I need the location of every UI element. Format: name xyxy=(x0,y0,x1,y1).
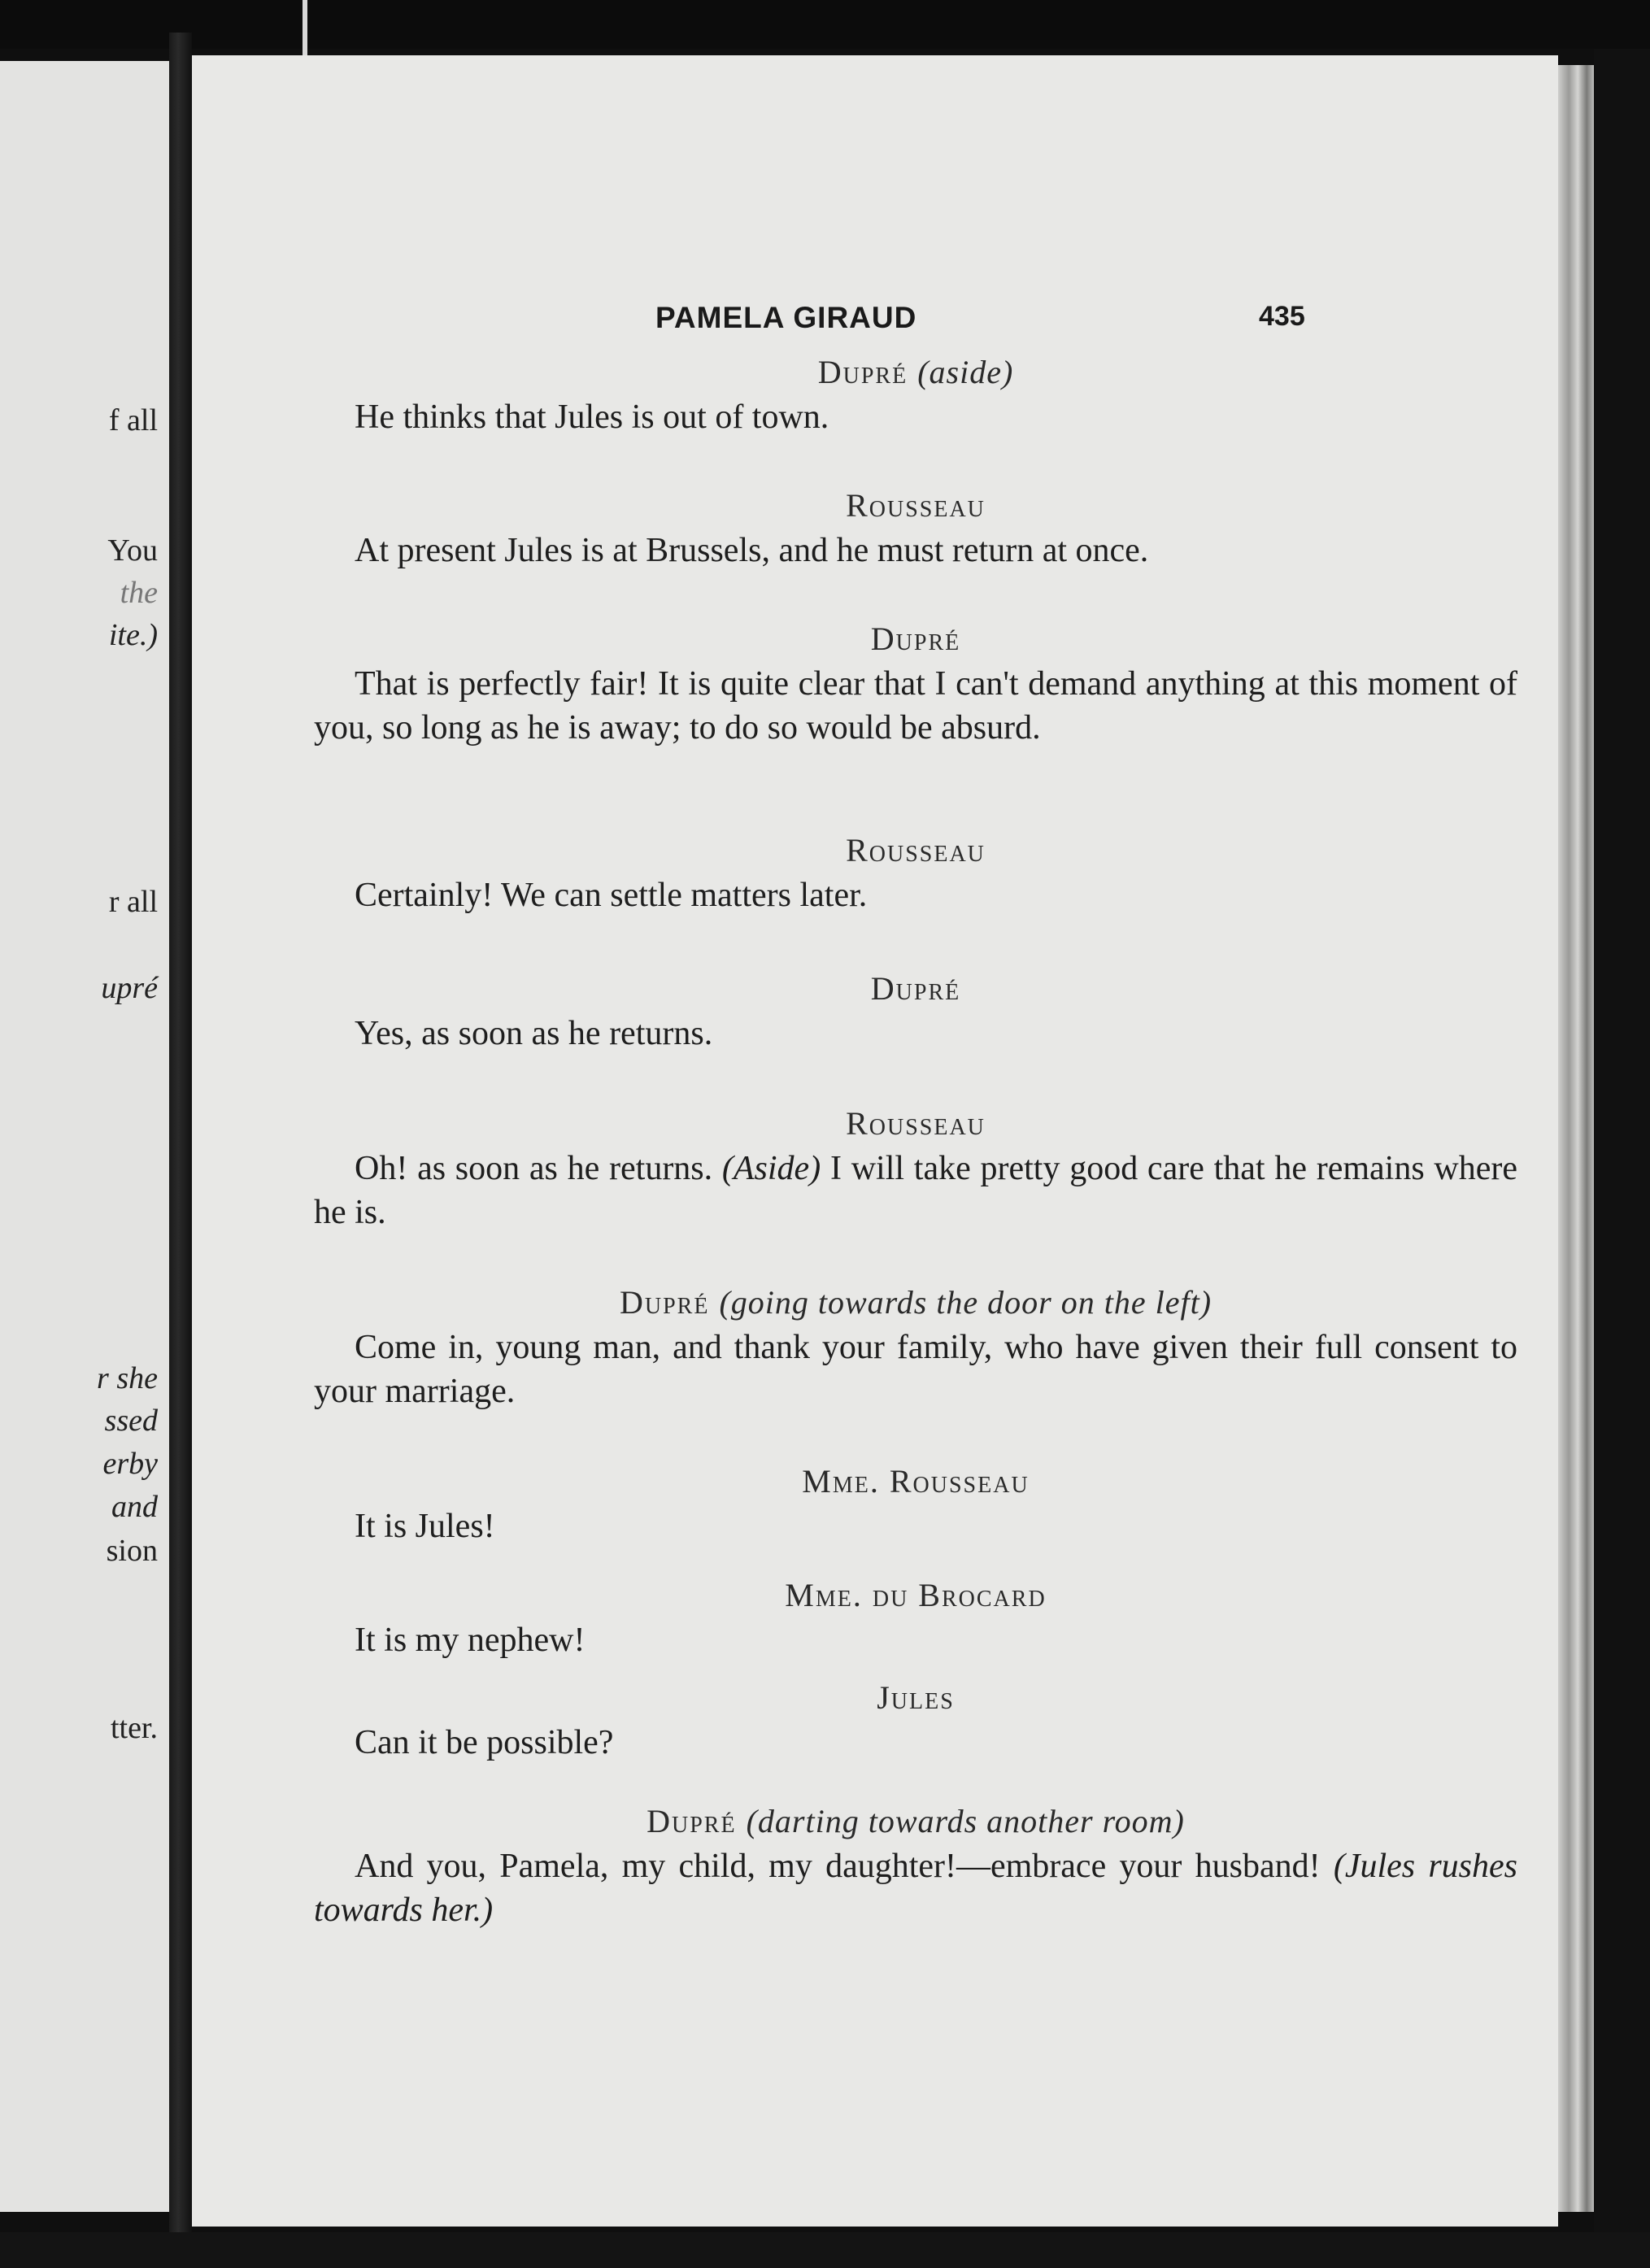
speech-text xyxy=(314,529,1517,572)
speech-text xyxy=(314,1844,1517,1932)
page-edge xyxy=(1558,65,1594,2212)
speech-text xyxy=(314,662,1517,750)
dialogue-block xyxy=(314,353,1517,439)
speech-line: It is Jules! xyxy=(355,1508,495,1545)
speech-line: At present Jules is at Brussels, and he must return at once. xyxy=(355,532,1149,569)
book-gutter xyxy=(169,33,192,2244)
speech-text xyxy=(314,1504,1517,1548)
scan-right-border xyxy=(1594,49,1650,2268)
speaker-label: Dupré xyxy=(870,620,961,657)
stage-direction: (darting towards another room) xyxy=(746,1803,1185,1839)
speech-line: Can it be possible? xyxy=(355,1724,614,1761)
speech-text xyxy=(314,1147,1517,1234)
left-fragment: ssed xyxy=(104,1404,158,1438)
speaker-name xyxy=(314,1802,1517,1844)
speaker-label: Mme. Rousseau xyxy=(802,1463,1030,1500)
speech-text xyxy=(314,1326,1517,1413)
previous-page-fragment xyxy=(0,61,169,2212)
dialogue-block xyxy=(314,969,1517,1056)
speech-text xyxy=(314,1618,1517,1662)
speaker-name xyxy=(314,486,1517,529)
speech-line: That is perfectly fair! It is quite clear that I can't demand anything at this moment of you, so long as he is away; to do so would be absurd. xyxy=(314,665,1517,747)
scan-top-border xyxy=(0,0,1650,49)
speech-line: Yes, as soon as he returns. xyxy=(355,1015,713,1052)
scan-artifact-mark xyxy=(303,0,307,57)
left-fragment: r all xyxy=(108,885,158,919)
speaker-name xyxy=(314,1678,1517,1721)
left-fragment: You xyxy=(107,533,158,568)
speaker-name xyxy=(314,1576,1517,1618)
speech-text xyxy=(314,395,1517,439)
left-fragment: ite.) xyxy=(108,618,158,652)
stage-direction: (going towards the door on the left) xyxy=(719,1284,1212,1321)
page-header xyxy=(192,301,1558,342)
speech-text xyxy=(314,1012,1517,1056)
speaker-label: Dupré xyxy=(619,1284,710,1321)
left-fragment: erby xyxy=(102,1447,158,1481)
left-fragment: the xyxy=(120,576,158,610)
left-fragment: and xyxy=(111,1490,158,1524)
speaker-label: Dupré xyxy=(647,1803,737,1839)
left-fragment: r she xyxy=(97,1361,158,1395)
speaker-name xyxy=(314,1104,1517,1147)
speech-line: Oh! as soon as he returns. xyxy=(355,1150,713,1187)
dialogue-block xyxy=(314,620,1517,750)
speech-line: Certainly! We can settle matters later. xyxy=(355,877,868,914)
inline-stage-direction: (Aside) xyxy=(721,1150,821,1187)
speaker-name xyxy=(314,353,1517,395)
stage-direction: (aside) xyxy=(917,354,1014,390)
speaker-label: Jules xyxy=(877,1679,955,1716)
inline-stage-direction: (Jules rushes towards her.) xyxy=(314,1848,1518,1929)
speaker-label: Rousseau xyxy=(846,1105,986,1142)
speaker-label: Dupré xyxy=(817,354,908,390)
speaker-name xyxy=(314,620,1517,662)
speaker-name xyxy=(314,1283,1517,1326)
running-title: PAMELA GIRAUD xyxy=(655,301,917,334)
left-fragment: f all xyxy=(108,403,158,437)
left-fragment: tter. xyxy=(110,1711,158,1745)
dialogue-block xyxy=(314,1802,1517,1932)
speaker-name xyxy=(314,831,1517,873)
dialogue-block xyxy=(314,831,1517,917)
speaker-label: Dupré xyxy=(870,970,961,1007)
speaker-label: Rousseau xyxy=(846,832,986,868)
speaker-label: Mme. du Brocard xyxy=(785,1577,1047,1613)
speaker-name xyxy=(314,969,1517,1012)
speech-line: It is my nephew! xyxy=(355,1622,586,1659)
dialogue-block xyxy=(314,486,1517,572)
page-number: 435 xyxy=(1259,301,1305,332)
scan-bottom-border xyxy=(0,2232,1650,2268)
left-fragment: sion xyxy=(106,1534,158,1568)
speech-line: And you, Pamela, my child, my daughter!—embrace your husband! xyxy=(355,1848,1321,1885)
speech-line: Come in, young man, and thank your family, who have given their full consent to your marriage. xyxy=(314,1329,1517,1410)
speaker-label: Rousseau xyxy=(846,487,986,524)
dialogue-block xyxy=(314,1678,1517,1765)
book-page xyxy=(192,55,1558,2227)
dialogue-block xyxy=(314,1462,1517,1548)
left-fragment: upré xyxy=(101,971,158,1005)
speech-text xyxy=(314,873,1517,917)
speech-text xyxy=(314,1721,1517,1765)
speaker-name xyxy=(314,1462,1517,1504)
dialogue-block xyxy=(314,1104,1517,1234)
dialogue-block xyxy=(314,1576,1517,1662)
speech-line: He thinks that Jules is out of town. xyxy=(355,398,829,436)
speech-line: I will take pretty good care that he remains where he is. xyxy=(314,1150,1518,1231)
dialogue-block xyxy=(314,1283,1517,1413)
